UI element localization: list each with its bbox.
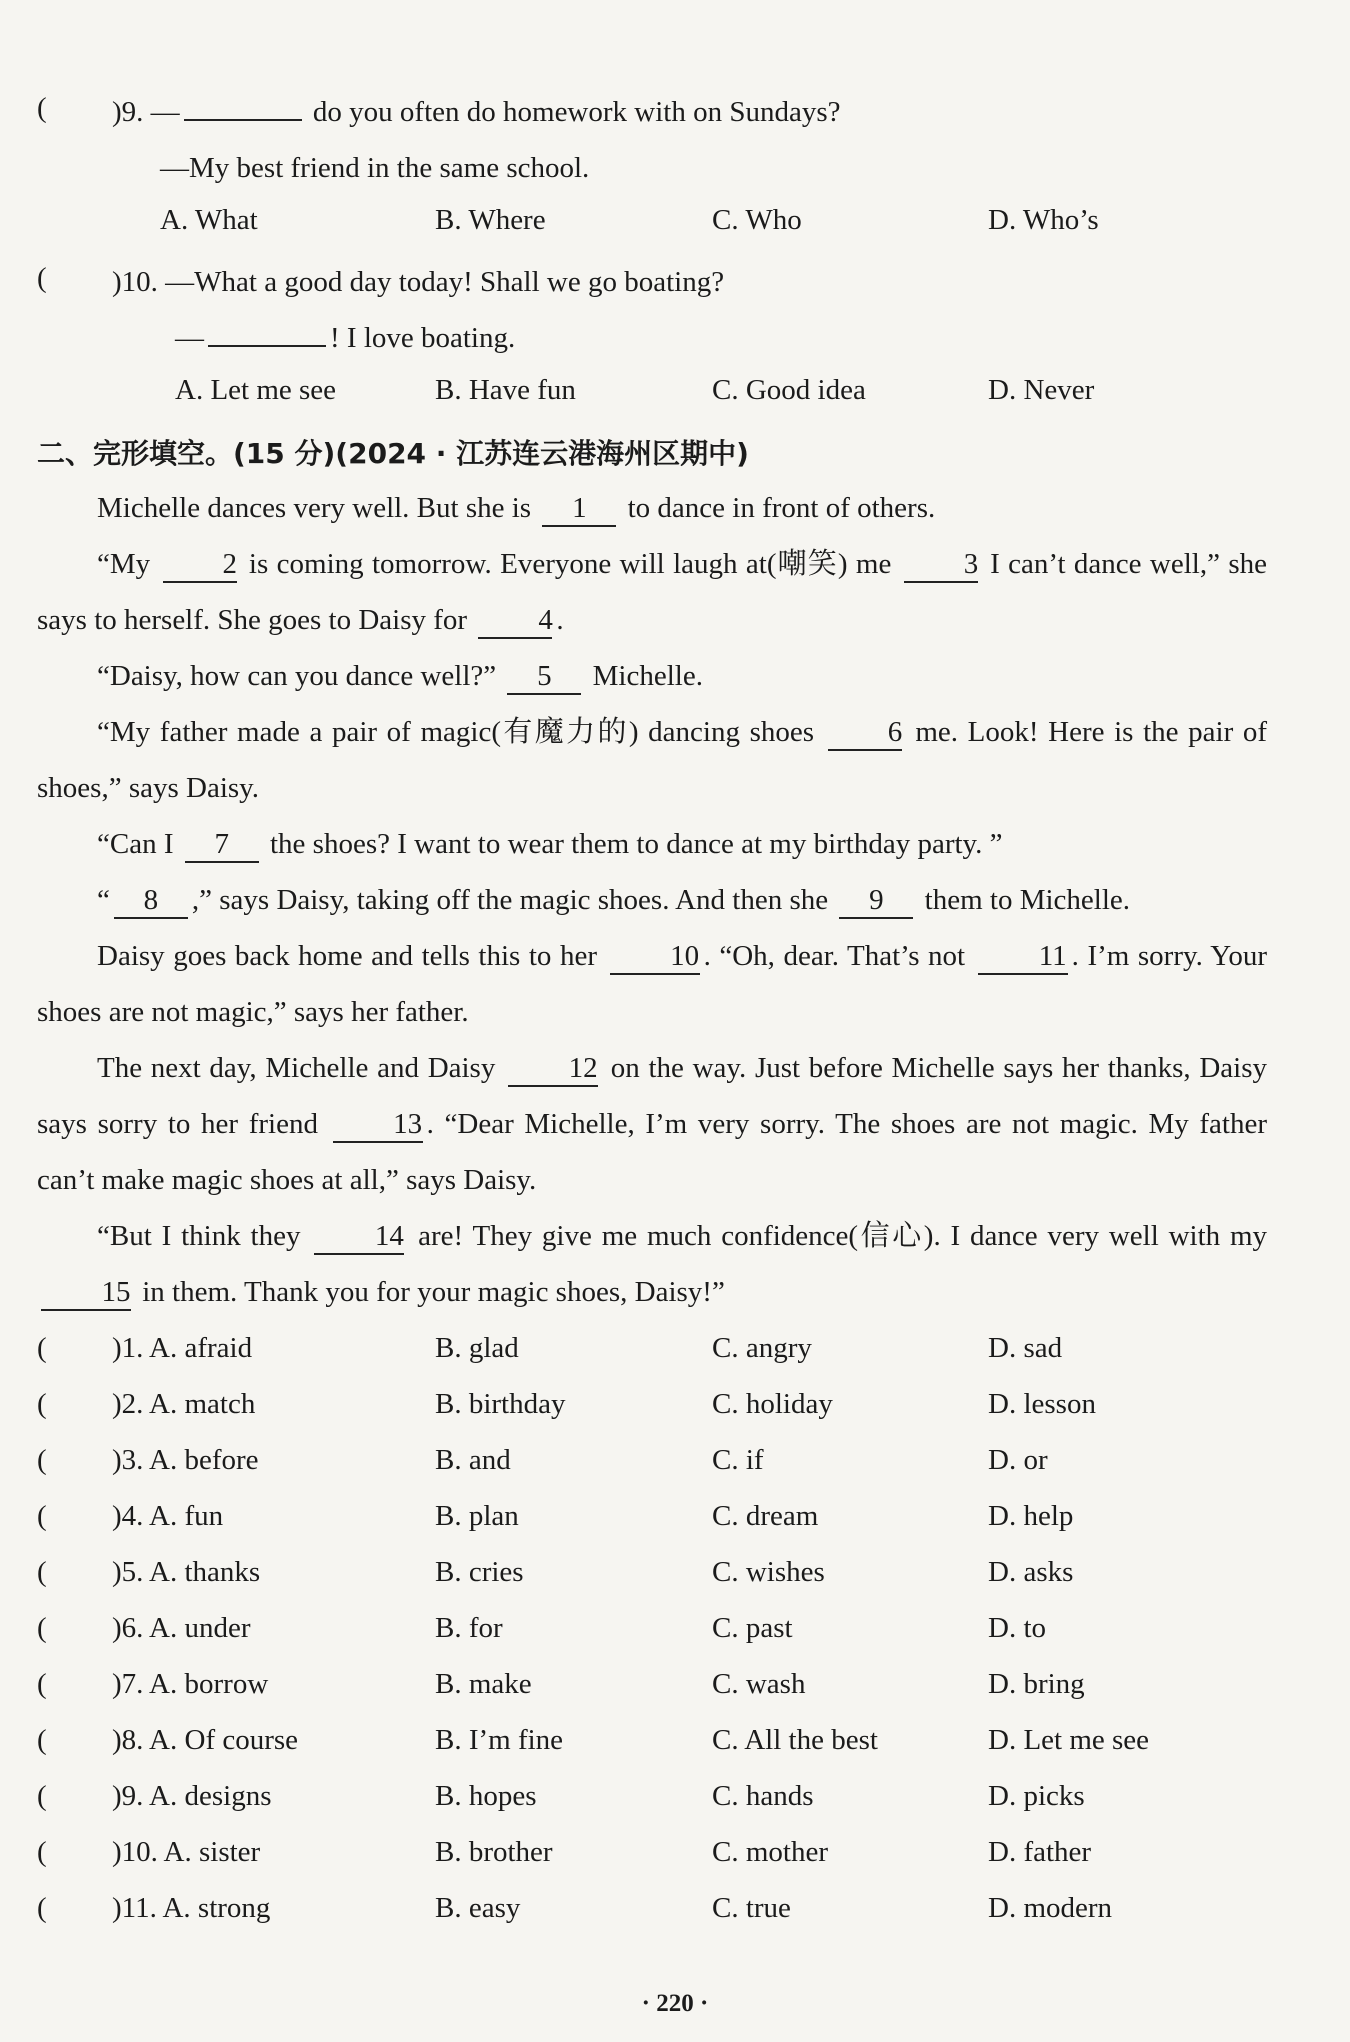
choice-d[interactable]: D. to	[988, 1612, 1046, 1644]
q10-option-a[interactable]: A. Let me see	[175, 374, 337, 406]
choice-b[interactable]: B. glad	[435, 1332, 519, 1364]
choice-d[interactable]: D. help	[988, 1500, 1074, 1532]
choice-paren[interactable]: (	[37, 1444, 47, 1476]
choice-b[interactable]: B. brother	[435, 1836, 553, 1868]
passage-paragraph-7	[37, 928, 1267, 1040]
choice-paren[interactable]: (	[37, 1332, 47, 1364]
passage-blank-9[interactable]: 9	[839, 883, 913, 919]
choice-c[interactable]: C. holiday	[712, 1388, 833, 1420]
choice-c[interactable]: C. mother	[712, 1836, 828, 1868]
choice-a[interactable]: )2. A. match	[112, 1388, 256, 1420]
choice-b[interactable]: B. plan	[435, 1500, 519, 1532]
passage-blank-11[interactable]: 11	[978, 939, 1068, 975]
choice-d[interactable]: D. father	[988, 1836, 1092, 1868]
choice-paren[interactable]: (	[37, 1612, 47, 1644]
choice-b[interactable]: B. cries	[435, 1556, 524, 1588]
q10-dash: —	[175, 322, 204, 354]
q9-option-a[interactable]: A. What	[160, 204, 258, 236]
passage-paragraph-6	[97, 880, 1130, 920]
passage-blank-5[interactable]: 5	[507, 659, 581, 695]
passage-paragraph-5	[97, 824, 1003, 864]
q10-answer-text: ! I love boating.	[330, 322, 516, 354]
q9-option-c[interactable]: C. Who	[712, 204, 802, 236]
q9-question	[112, 92, 841, 132]
passage-text: “My	[97, 548, 151, 580]
choice-c[interactable]: C. hands	[712, 1780, 814, 1812]
q10-answer	[175, 318, 515, 358]
passage-blank-3[interactable]: 3	[904, 547, 978, 583]
q9-blank[interactable]	[184, 119, 302, 121]
passage-text: them to Michelle.	[924, 884, 1131, 916]
choice-b[interactable]: B. easy	[435, 1892, 521, 1924]
choice-c[interactable]: C. dream	[712, 1500, 819, 1532]
choice-a[interactable]: )8. A. Of course	[112, 1724, 299, 1756]
choice-b[interactable]: B. and	[435, 1444, 511, 1476]
choice-c[interactable]: C. wishes	[712, 1556, 825, 1588]
choice-a[interactable]: )9. A. designs	[112, 1780, 272, 1812]
passage-blank-7[interactable]: 7	[185, 827, 259, 863]
passage-blank-13[interactable]: 13	[333, 1107, 423, 1143]
q9-number: )9. —	[112, 96, 180, 128]
passage-text: Daisy goes back home and tells this to her	[97, 940, 598, 972]
choice-a[interactable]: )3. A. before	[112, 1444, 259, 1476]
passage-text: “But I think they	[97, 1220, 301, 1252]
choice-c[interactable]: C. past	[712, 1612, 793, 1644]
passage-paragraph-8	[37, 1040, 1267, 1208]
choice-c[interactable]: C. if	[712, 1444, 764, 1476]
choice-c[interactable]: C. All the best	[712, 1724, 878, 1756]
passage-text: .	[556, 604, 564, 636]
choice-d[interactable]: D. picks	[988, 1780, 1085, 1812]
passage-paragraph-2	[37, 536, 1267, 648]
passage-paragraph-1	[97, 488, 935, 528]
choice-d[interactable]: D. sad	[988, 1332, 1063, 1364]
choice-c[interactable]: C. angry	[712, 1332, 812, 1364]
passage-blank-6[interactable]: 6	[828, 715, 902, 751]
choice-c[interactable]: C. true	[712, 1892, 791, 1924]
passage-blank-14[interactable]: 14	[314, 1219, 404, 1255]
choice-d[interactable]: D. lesson	[988, 1388, 1096, 1420]
choice-paren[interactable]: (	[37, 1500, 47, 1532]
q9-paren: (	[37, 92, 47, 124]
passage-text: me. Look! Here is the pair of shoes,” says Daisy.	[37, 716, 1268, 804]
passage-text: I can’t dance well,” she says to herself. She goes to Daisy for	[37, 548, 1267, 636]
q10-option-d[interactable]: D. Never	[988, 374, 1095, 406]
passage-blank-10[interactable]: 10	[610, 939, 700, 975]
section-title: 二、完形填空。(15 分)(2024 · 江苏连云港海州区期中)	[37, 437, 749, 470]
q10-paren: (	[37, 262, 47, 294]
passage-text: “Can I	[97, 828, 174, 860]
passage-text: ,” says Daisy, taking off the magic shoes. And then she	[191, 884, 829, 916]
q10-question: )10. —What a good day today! Shall we go boating?	[112, 266, 725, 298]
passage-text: to dance in front of others.	[627, 492, 936, 524]
page-number: · 220 ·	[641, 1990, 709, 2017]
passage-blank-8[interactable]: 8	[114, 883, 188, 919]
choice-b[interactable]: B. hopes	[435, 1780, 537, 1812]
choice-d[interactable]: D. modern	[988, 1892, 1113, 1924]
passage-text: are! They give me much confidence(信心). I dance very well with my	[418, 1220, 1268, 1252]
choice-a[interactable]: )11. A. strong	[112, 1892, 271, 1924]
passage-text: Michelle dances very well. But she is	[97, 492, 532, 524]
q9-answer: —My best friend in the same school.	[160, 152, 590, 184]
passage-text: the shoes? I want to wear them to dance at my birthday party. ”	[270, 828, 1003, 860]
passage-paragraph-3	[97, 656, 703, 696]
passage-blank-4[interactable]: 4	[478, 603, 552, 639]
choice-a[interactable]: )1. A. afraid	[112, 1332, 253, 1364]
q9-option-b[interactable]: B. Where	[435, 204, 546, 236]
choice-a[interactable]: )10. A. sister	[112, 1836, 261, 1868]
q10-option-c[interactable]: C. Good idea	[712, 374, 866, 406]
passage-text: . I’m sorry. Your shoes are not magic,” says her father.	[37, 940, 1268, 1028]
choice-b[interactable]: B. make	[435, 1668, 532, 1700]
choice-d[interactable]: D. Let me see	[988, 1724, 1150, 1756]
passage-text: “	[97, 884, 110, 916]
choice-b[interactable]: B. for	[435, 1612, 503, 1644]
q10-blank[interactable]	[208, 345, 326, 347]
passage-text: The next day, Michelle and Daisy	[97, 1052, 496, 1084]
choice-c[interactable]: C. wash	[712, 1668, 806, 1700]
q10-option-b[interactable]: B. Have fun	[435, 374, 576, 406]
passage-text: “My father made a pair of magic(有魔力的) dancing shoes	[97, 716, 815, 748]
passage-text: on the way. Just before Michelle says her thanks, Daisy says sorry to her friend	[37, 1052, 1268, 1140]
q9-text: do you often do homework with on Sundays?	[312, 96, 841, 128]
passage-text: . “Oh, dear. That’s not	[703, 940, 966, 972]
passage-text: is coming tomorrow. Everyone will laugh at(嘲笑) me	[248, 548, 892, 580]
passage-text: . “Dear Michelle, I’m very sorry. The shoes are not magic. My father can’t make magic shoes at all,” says Daisy.	[37, 1108, 1268, 1196]
passage-paragraph-4	[37, 704, 1267, 816]
choice-a[interactable]: )7. A. borrow	[112, 1668, 269, 1700]
choice-a[interactable]: )5. A. thanks	[112, 1556, 261, 1588]
passage-blank-12[interactable]: 12	[508, 1051, 598, 1087]
choice-paren[interactable]: (	[37, 1780, 47, 1812]
q9-option-d[interactable]: D. Who’s	[988, 204, 1099, 236]
choice-paren[interactable]: (	[37, 1836, 47, 1868]
passage-text: Michelle.	[592, 660, 703, 692]
passage-text: “Daisy, how can you dance well?”	[97, 660, 497, 692]
choice-paren[interactable]: (	[37, 1724, 47, 1756]
choice-d[interactable]: D. bring	[988, 1668, 1085, 1700]
choice-paren[interactable]: (	[37, 1388, 47, 1420]
choice-a[interactable]: )6. A. under	[112, 1612, 251, 1644]
choice-paren[interactable]: (	[37, 1892, 47, 1924]
choice-d[interactable]: D. or	[988, 1444, 1048, 1476]
choice-paren[interactable]: (	[37, 1556, 47, 1588]
choice-a[interactable]: )4. A. fun	[112, 1500, 224, 1532]
passage-blank-2[interactable]: 2	[163, 547, 237, 583]
choice-d[interactable]: D. asks	[988, 1556, 1074, 1588]
choice-b[interactable]: B. birthday	[435, 1388, 566, 1420]
choice-paren[interactable]: (	[37, 1668, 47, 1700]
passage-paragraph-9	[37, 1208, 1267, 1320]
passage-blank-15[interactable]: 15	[41, 1275, 131, 1311]
passage-blank-1[interactable]: 1	[542, 491, 616, 527]
choice-b[interactable]: B. I’m fine	[435, 1724, 564, 1756]
passage-text: in them. Thank you for your magic shoes, Daisy!”	[142, 1276, 725, 1308]
